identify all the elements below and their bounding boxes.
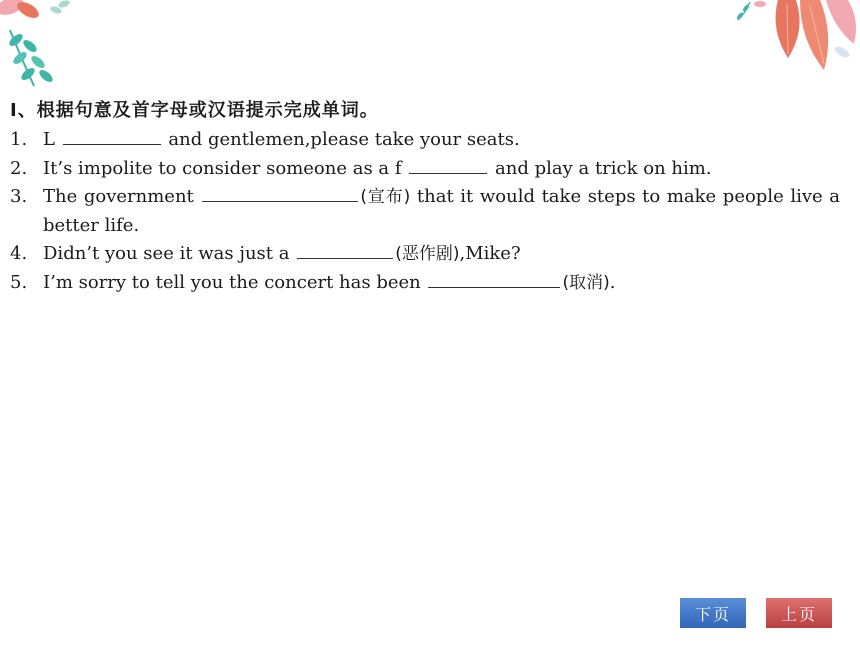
chinese-hint: (取消) xyxy=(562,272,610,293)
exercise-section xyxy=(10,96,840,297)
question-text-after: ,Mike? xyxy=(459,243,521,264)
answer-blank[interactable] xyxy=(202,183,358,202)
question-1 xyxy=(10,126,840,155)
question-text-before: It’s impolite to consider someone as a f xyxy=(43,157,402,179)
chinese-hint: (恶作剧) xyxy=(395,244,460,264)
question-text-after: and gentlemen,please take your seats. xyxy=(168,129,520,150)
question-text-after: and play a trick on him. xyxy=(495,157,712,179)
question-text-after: . xyxy=(609,271,616,293)
answer-blank[interactable] xyxy=(63,126,161,145)
section-title: Ⅰ、根据句意及首字母或汉语提示完成单词。 xyxy=(10,100,379,121)
question-number: 4. xyxy=(10,243,28,264)
question-text-after: that it would take steps to make people live a better life. xyxy=(43,186,840,236)
question-2 xyxy=(10,155,840,184)
corner-foliage-left xyxy=(0,0,80,95)
question-number: 3. xyxy=(10,186,28,207)
answer-blank[interactable] xyxy=(409,155,487,174)
question-text-before: I’m sorry to tell you the concert has been xyxy=(43,271,421,293)
question-text-before: Didn’t you see it was just a xyxy=(43,243,290,264)
answer-blank[interactable] xyxy=(297,240,393,259)
question-number: 5. xyxy=(10,271,28,293)
question-text-before: L xyxy=(43,129,55,150)
previous-page-button[interactable]: 上页 xyxy=(766,598,832,628)
question-text-before: The government xyxy=(43,186,194,207)
question-3 xyxy=(10,183,840,240)
question-5 xyxy=(10,269,840,298)
chinese-hint: (宣布) xyxy=(360,187,411,207)
corner-foliage-right xyxy=(730,0,860,75)
question-4 xyxy=(10,240,840,269)
question-number: 1. xyxy=(10,129,28,150)
question-number: 2. xyxy=(10,157,28,179)
answer-blank[interactable] xyxy=(428,269,560,288)
next-page-button[interactable]: 下页 xyxy=(680,598,746,628)
